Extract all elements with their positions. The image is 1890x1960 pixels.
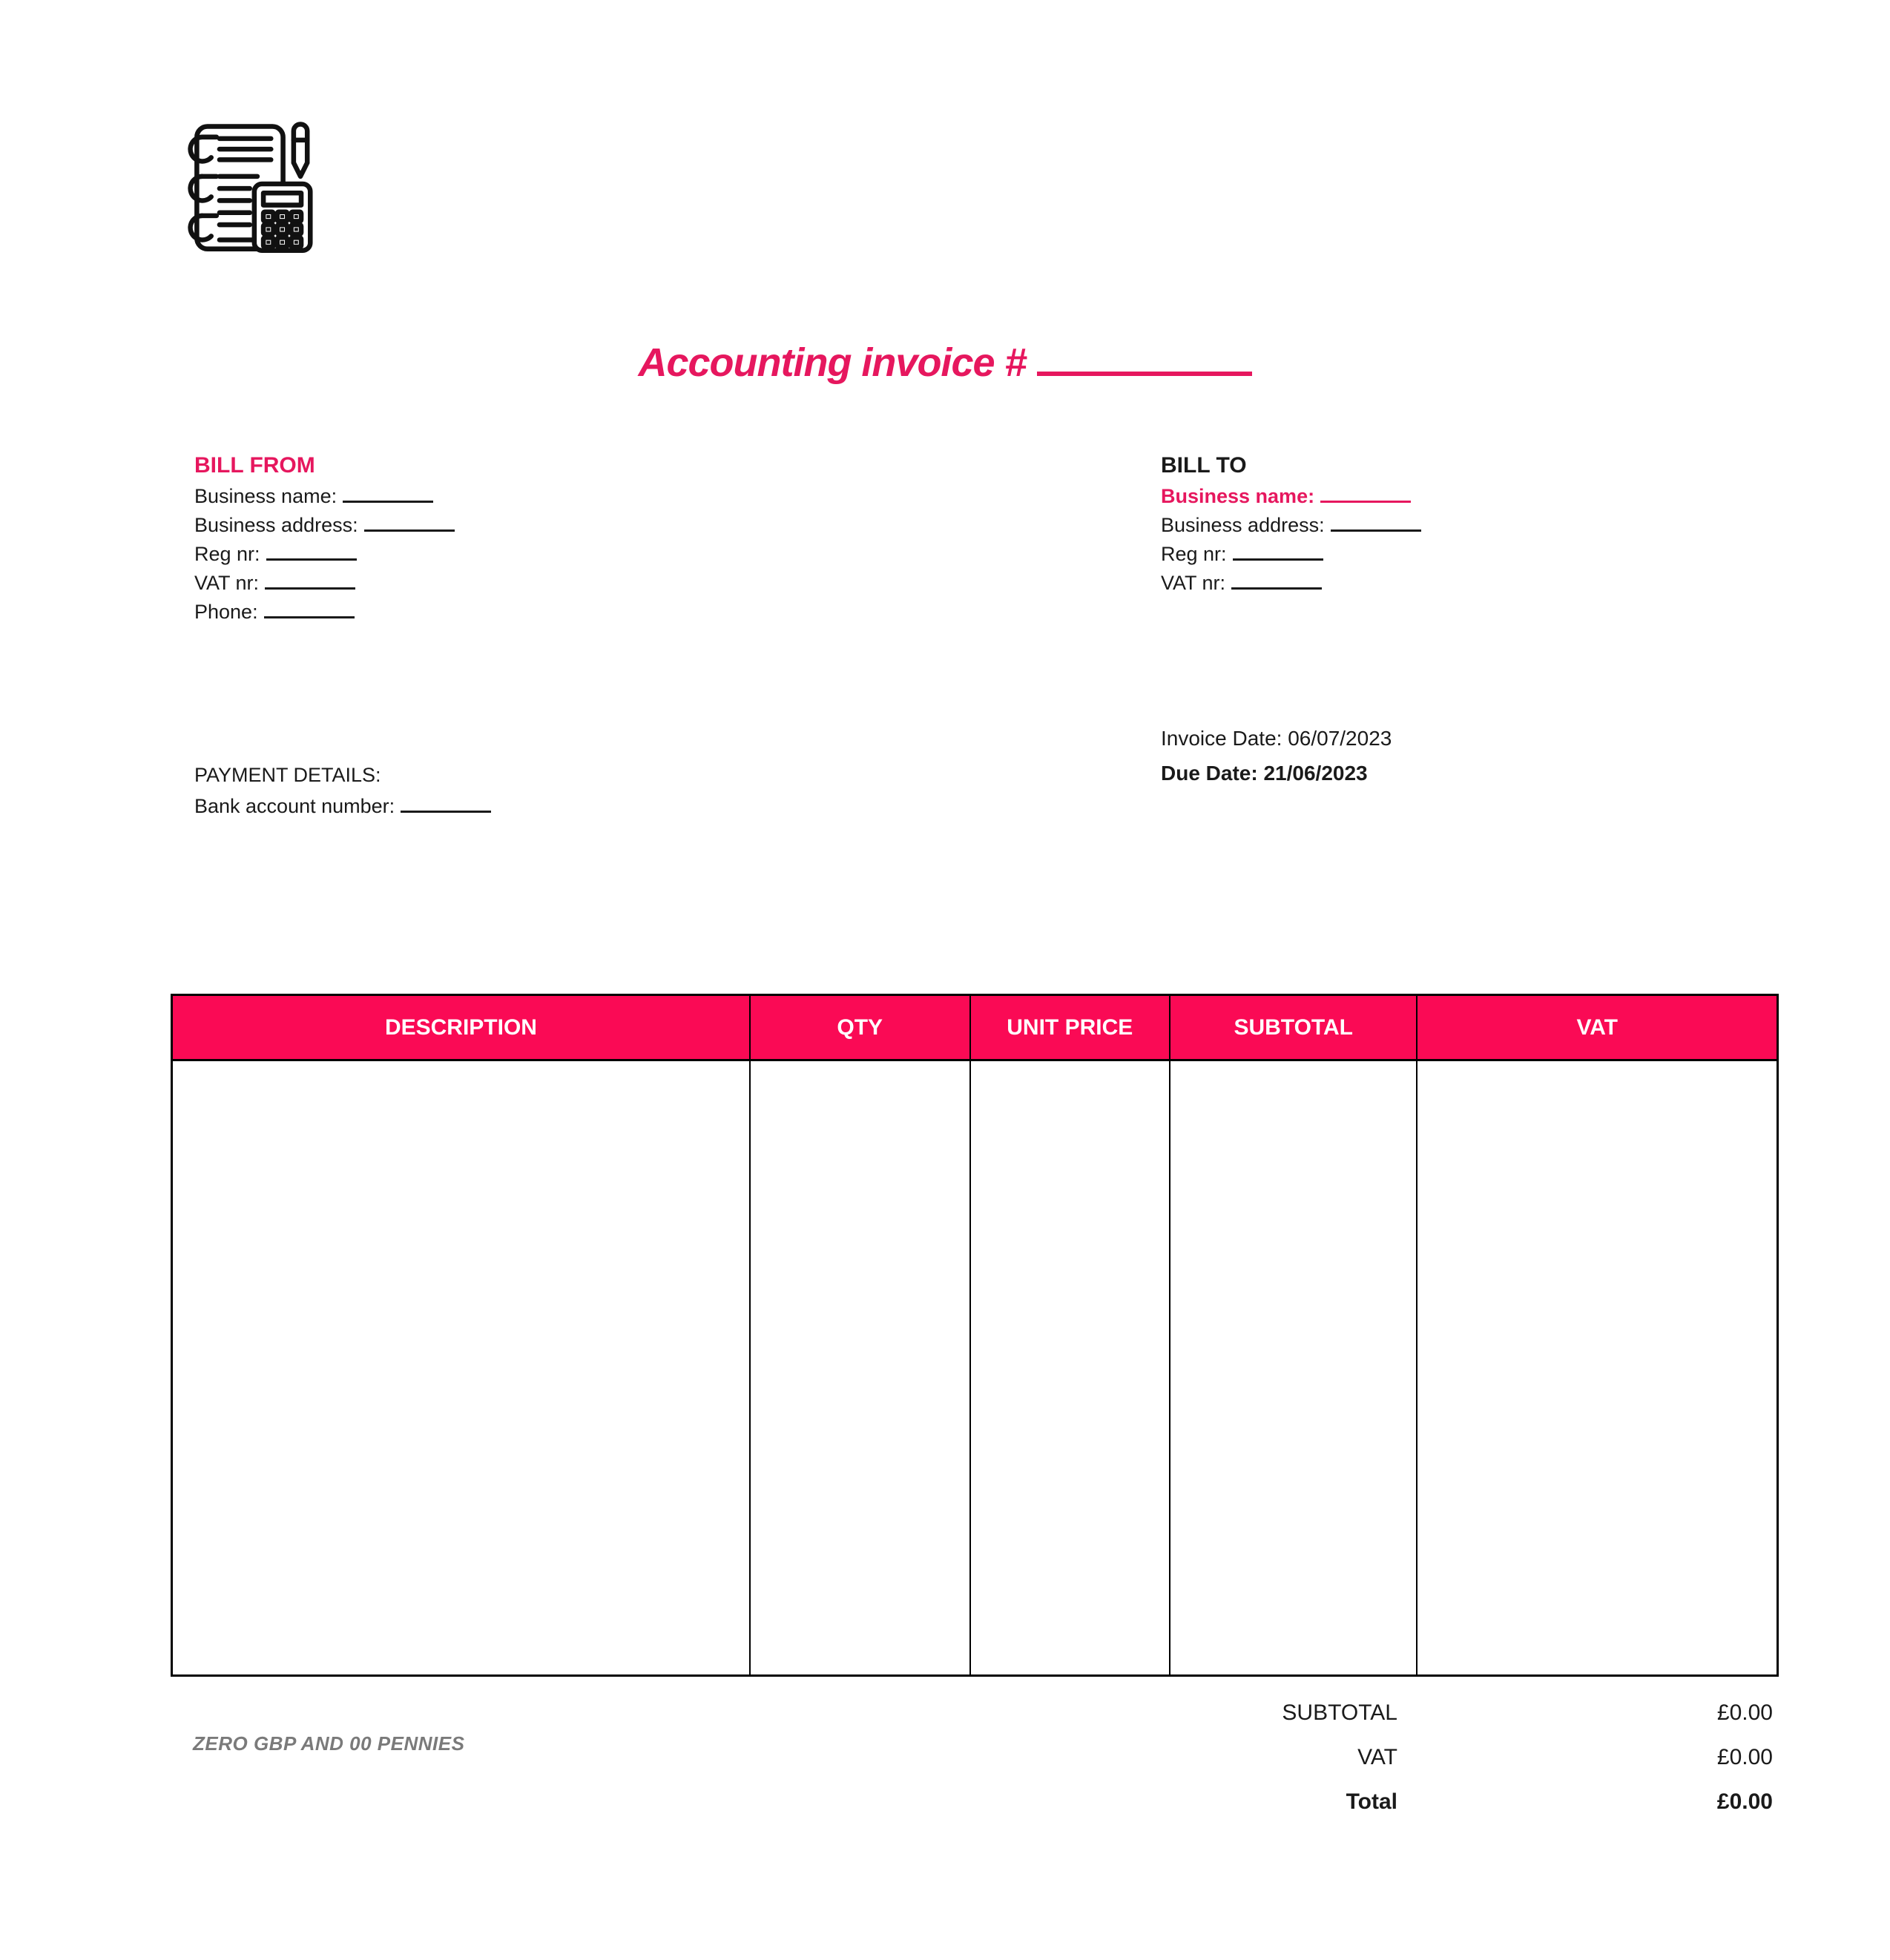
business-name-blank[interactable] xyxy=(1320,498,1411,503)
phone-label: Phone: xyxy=(194,601,258,623)
bill-to-vat-nr-field xyxy=(1161,569,1421,598)
vat-nr-label: VAT nr: xyxy=(1161,572,1226,594)
totals-section xyxy=(171,1691,1779,1824)
phone-blank[interactable] xyxy=(264,614,355,618)
page-title-label: Accounting invoice # xyxy=(638,340,1027,385)
vat-label: VAT xyxy=(1357,1745,1397,1769)
due-date-value: 21/06/2023 xyxy=(1263,762,1368,785)
notebook-calculator-logo xyxy=(165,105,317,261)
vat-nr-blank[interactable] xyxy=(1231,585,1322,590)
bill-to-heading: BILL TO xyxy=(1161,453,1247,478)
bill-to-section xyxy=(1161,449,1421,598)
bill-from-business-name-field xyxy=(194,482,455,511)
due-date-line xyxy=(1161,756,1392,791)
invoice-date-line xyxy=(1161,721,1392,756)
column-header-qty: QTY xyxy=(750,995,970,1060)
cell-description[interactable] xyxy=(172,1060,750,1676)
payment-details-heading: PAYMENT DETAILS: xyxy=(194,764,381,786)
cell-vat[interactable] xyxy=(1417,1060,1777,1676)
business-address-label: Business address: xyxy=(194,514,358,536)
page-title xyxy=(0,340,1890,386)
pencil-shape xyxy=(294,124,307,176)
column-header-vat: VAT xyxy=(1417,995,1777,1060)
vat-nr-label: VAT nr: xyxy=(194,572,260,594)
bill-from-phone-field xyxy=(194,598,455,627)
reg-nr-label: Reg nr: xyxy=(1161,543,1227,565)
amount-in-words: ZERO GBP AND 00 PENNIES xyxy=(193,1732,465,1755)
bill-to-business-name-field xyxy=(1161,482,1421,511)
subtotal-value: £0.00 xyxy=(1716,1700,1773,1725)
invoice-date-value: 06/07/2023 xyxy=(1288,727,1392,750)
total-label: Total xyxy=(1346,1789,1397,1814)
cell-qty[interactable] xyxy=(750,1060,970,1676)
bill-to-reg-nr-field xyxy=(1161,540,1421,569)
business-name-label: Business name: xyxy=(1161,485,1315,507)
invoice-number-blank[interactable] xyxy=(1037,370,1252,376)
business-address-blank[interactable] xyxy=(1331,527,1421,532)
business-name-label: Business name: xyxy=(194,485,338,507)
table-row xyxy=(172,1060,1778,1676)
bill-from-section xyxy=(194,449,455,627)
bill-from-business-address-field xyxy=(194,511,455,540)
business-name-blank[interactable] xyxy=(343,498,433,503)
bill-from-vat-nr-field xyxy=(194,569,455,598)
total-row xyxy=(171,1780,1779,1824)
total-value: £0.00 xyxy=(1716,1789,1773,1814)
vat-value: £0.00 xyxy=(1716,1745,1773,1769)
cell-subtotal[interactable] xyxy=(1170,1060,1417,1676)
due-date-label: Due Date: xyxy=(1161,762,1258,785)
bank-account-label: Bank account number: xyxy=(194,795,395,817)
column-header-subtotal: SUBTOTAL xyxy=(1170,995,1417,1060)
business-address-label: Business address: xyxy=(1161,514,1325,536)
bank-account-field xyxy=(194,791,491,822)
invoice-date-label: Invoice Date: xyxy=(1161,727,1282,750)
payment-details-section xyxy=(194,759,491,822)
table-header-row xyxy=(172,995,1778,1060)
reg-nr-blank[interactable] xyxy=(1233,556,1323,561)
business-address-blank[interactable] xyxy=(364,527,455,532)
bill-to-business-address-field xyxy=(1161,511,1421,540)
bill-from-reg-nr-field xyxy=(194,540,455,569)
column-header-description: DESCRIPTION xyxy=(172,995,750,1060)
reg-nr-blank[interactable] xyxy=(266,556,357,561)
bill-from-heading: BILL FROM xyxy=(194,453,315,478)
column-header-unit-price: UNIT PRICE xyxy=(970,995,1170,1060)
line-items-table xyxy=(171,994,1779,1677)
bank-account-blank[interactable] xyxy=(401,808,491,813)
subtotal-row xyxy=(171,1691,1779,1735)
subtotal-label: SUBTOTAL xyxy=(1282,1700,1397,1725)
reg-nr-label: Reg nr: xyxy=(194,543,260,565)
dates-section xyxy=(1161,721,1392,791)
vat-nr-blank[interactable] xyxy=(265,585,355,590)
cell-unit-price[interactable] xyxy=(970,1060,1170,1676)
